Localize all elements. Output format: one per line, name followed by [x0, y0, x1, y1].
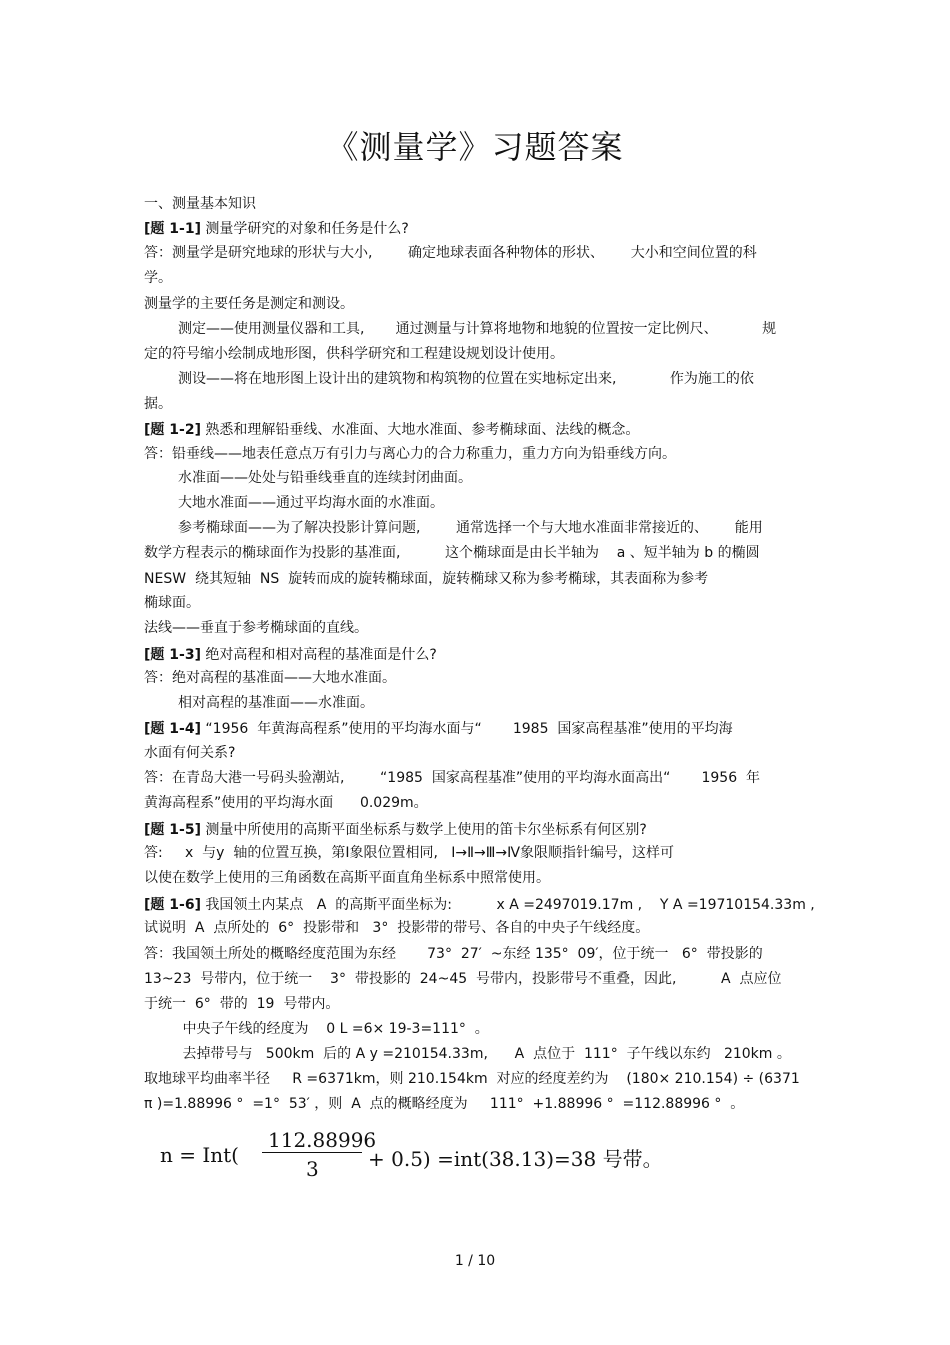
answer-line: 答：铅垂线——地表任意点万有引力与离心力的合力称重力，重力方向为铅垂线方向。 — [144, 446, 676, 462]
question-1-6 — [144, 895, 815, 915]
answer-line: 测定——使用测量仪器和工具, 通过测量与计算将地物和地貌的位置按一定比例尺、 规 — [178, 321, 777, 337]
formula-rhs: + 0.5) =int(38.13)=38 号带。 — [368, 1147, 663, 1171]
question-tag: [题 1-6] — [144, 897, 201, 913]
answer-line: 测量学的主要任务是测定和测设。 — [144, 296, 354, 312]
answer-line: 参考椭球面——为了解决投影计算问题, 通常选择一个与大地水准面非常接近的、 能用 — [178, 520, 763, 536]
answer-line: π )=1.88996 ° =1° 53′ ，则 A 点的概略经度为 111° +1.88996 ° =112.88996 ° 。 — [144, 1096, 745, 1112]
answer-line: 学。 — [144, 270, 172, 286]
formula-numerator: 112.88996 — [268, 1128, 377, 1152]
question-1-3 — [144, 645, 437, 665]
answer-line: 相对高程的基准面——水准面。 — [178, 695, 374, 711]
document-title: 《测量学》习题答案 — [326, 128, 624, 166]
answer-line: 去掉带号与 500km 后的 A y =210154.33m, A 点位于 111° 子午线以东约 210km 。 — [178, 1046, 791, 1062]
answer-line: 大地水准面——通过平均海水面的水准面。 — [178, 495, 444, 511]
answer-line: 水准面——处处与铅垂线垂直的连续封闭曲面。 — [178, 470, 472, 486]
question-text: 测量学研究的对象和任务是什么? — [205, 221, 409, 237]
answer-line: 椭球面。 — [144, 595, 200, 611]
answer-line: 中央子午线的经度为 0 L =6× 19-3=111° 。 — [178, 1021, 489, 1037]
answer-line: 法线——垂直于参考椭球面的直线。 — [144, 620, 368, 636]
fraction-bar — [262, 1152, 362, 1153]
question-line: 水面有何关系? — [144, 745, 236, 761]
answer-line: 答：绝对高程的基准面——大地水准面。 — [144, 670, 396, 686]
answer-line: 取地球平均曲率半径 R =6371km，则 210.154km 对应的经度差约为 (180× 210.154) ÷ (6371 — [144, 1071, 800, 1087]
answer-line: 测设——将在地形图上设计出的建筑物和构筑物的位置在实地标定出来, 作为施工的依 — [178, 371, 754, 387]
answer-line: 于统一 6° 带的 19 号带内。 — [144, 996, 340, 1012]
question-1-2 — [144, 420, 639, 440]
question-text: 测量中所使用的高斯平面坐标系与数学上使用的笛卡尔坐标系有何区别? — [205, 822, 647, 838]
question-tag: [题 1-1] — [144, 221, 201, 237]
question-tag: [题 1-3] — [144, 647, 201, 663]
question-1-5 — [144, 820, 647, 840]
question-text: 我国领土内某点 A 的高斯平面坐标为: x A =2497019.17m , Y A =19710154.33m , — [205, 897, 815, 913]
answer-line: 13~23 号带内，位于统一 3° 带投影的 24~45 号带内，投影带号不重叠，因此, A 点应位 — [144, 971, 782, 987]
question-text: “1956 年黄海高程系”使用的平均海水面与“ 1985 国家高程基准”使用的平均海 — [205, 721, 733, 737]
answer-line: 答: x 与y 轴的位置互换，第Ⅰ象限位置相同, Ⅰ→Ⅱ→Ⅲ→Ⅳ象限顺指针编号，这样可 — [144, 845, 675, 861]
answer-line: NESW 绕其短轴 NS 旋转而成的旋转椭球面，旋转椭球又称为参考椭球，其表面称为参考 — [144, 571, 709, 587]
answer-line: 答：在青岛大港一号码头验潮站, “1985 国家高程基准”使用的平均海水面高出“ 1956 年 — [144, 770, 761, 786]
question-tag: [题 1-4] — [144, 721, 201, 737]
question-text: 绝对高程和相对高程的基准面是什么? — [205, 647, 437, 663]
question-line: 试说明 A 点所处的 6° 投影带和 3° 投影带的带号、各自的中央子午线经度。 — [144, 920, 650, 936]
question-tag: [题 1-2] — [144, 422, 201, 438]
page-number: 1 / 10 — [454, 1253, 496, 1269]
answer-line: 据。 — [144, 396, 172, 412]
answer-line: 以使在数学上使用的三角函数在高斯平面直角坐标系中照常使用。 — [144, 870, 550, 886]
answer-line: 答：我国领土所处的概略经度范围为东经 73° 27′ ~东经 135° 09′，位于统一 6° 带投影的 — [144, 946, 763, 962]
question-1-1 — [144, 219, 409, 239]
question-text: 熟悉和理解铅垂线、水准面、大地水准面、参考椭球面、法线的概念。 — [205, 422, 640, 438]
section-heading: 一、测量基本知识 — [144, 196, 256, 212]
formula-lhs: n = Int( — [160, 1143, 239, 1167]
formula-denominator: 3 — [306, 1157, 319, 1181]
answer-line: 数学方程表示的椭球面作为投影的基准面, 这个椭球面是由长半轴为 a 、短半轴为 b 的椭圆 — [144, 545, 760, 561]
answer-line: 答：测量学是研究地球的形状与大小, 确定地球表面各种物体的形状、 大小和空间位置的科 — [144, 245, 757, 261]
answer-line: 定的符号缩小绘制成地形图，供科学研究和工程建设规划设计使用。 — [144, 346, 564, 362]
question-1-4 — [144, 719, 733, 739]
answer-line: 黄海高程系”使用的平均海水面 0.029m。 — [144, 795, 428, 811]
question-tag: [题 1-5] — [144, 822, 201, 838]
zone-number-formula — [160, 1128, 663, 1181]
